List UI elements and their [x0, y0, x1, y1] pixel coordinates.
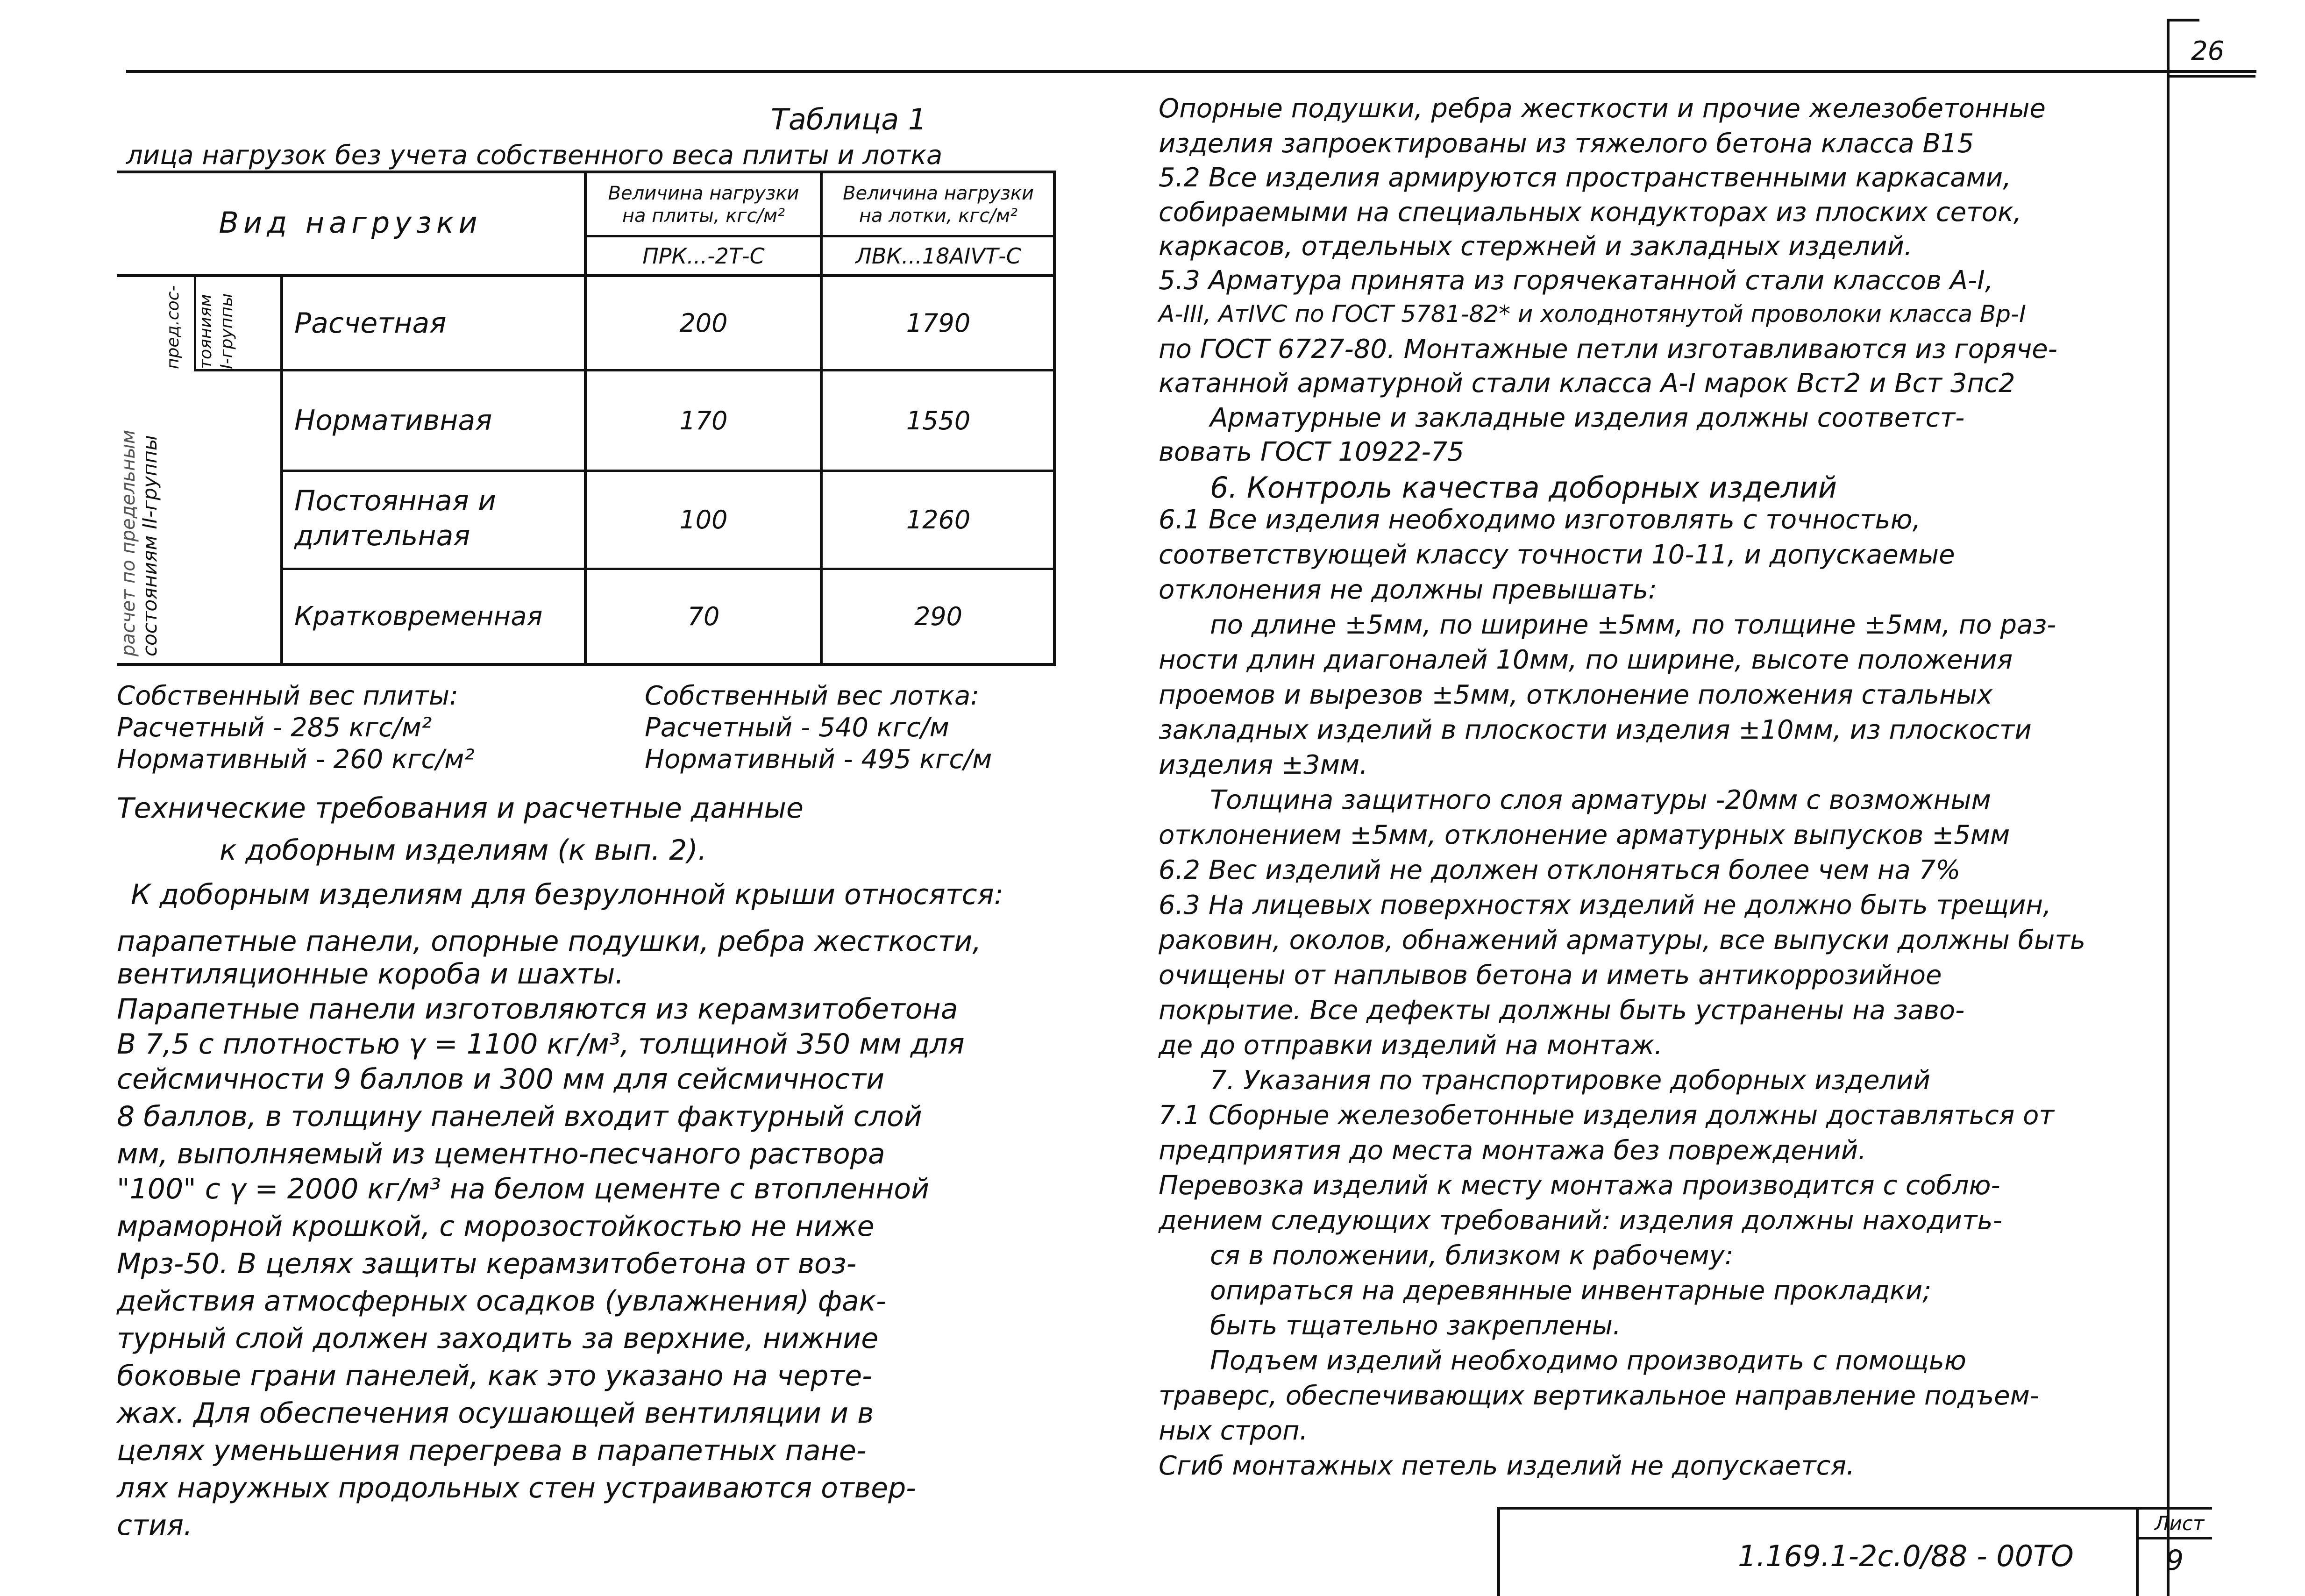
text-line: мраморной крошкой, с морозостойкостью не ниже [117, 1210, 875, 1243]
group1-label-a: пред.сос- [164, 285, 183, 369]
text-line: ных строп. [1159, 1416, 1308, 1446]
sheet-number: 26 [2191, 36, 2225, 66]
text-line: Арматурные и закладные изделия должны соответст- [1210, 403, 1965, 433]
text-line: "100" с γ = 2000 кг/м³ на белом цементе с втопленной [117, 1173, 930, 1205]
text-line: отклонения не должны превышать: [1159, 575, 1657, 605]
text-line: стия. [117, 1509, 193, 1542]
row-plate-value: 170 [679, 406, 728, 435]
text-line: 6. Контроль качества доборных изделий [1210, 470, 1837, 505]
text-line: закладных изделий в плоскости изделия ±10мм, из плоскости [1159, 715, 2032, 745]
sheet-box-bottom [2167, 75, 2255, 78]
text-line: ся в положении, близком к рабочему: [1210, 1240, 1734, 1271]
text-line: быть тщательно закреплены. [1210, 1311, 1621, 1341]
text-line: Мрз-50. В целях защиты керамзитобетона от воз- [117, 1247, 857, 1280]
stamp-top-line [1497, 1507, 2212, 1510]
text-line: соответствующей классу точности 10-11, и допускаемые [1159, 540, 1955, 570]
row-plate-value: 100 [679, 505, 728, 534]
text-line: турный слой должен заходить за верхние, нижние [117, 1322, 879, 1355]
text-line: изделия запроектированы из тяжелого бетона класса В15 [1159, 128, 1974, 159]
text-line: покрытие. Все дефекты должны быть устранены на заво- [1159, 995, 1965, 1026]
row-plate-value: 70 [687, 602, 720, 631]
text-line: Технические требования и расчетные данные [117, 792, 804, 825]
text-line: целях уменьшения перегрева в парапетных пане- [117, 1434, 867, 1467]
sheet-box-left [2167, 19, 2199, 21]
text-line: раковин, околов, обнажений арматуры, все выпуски должны быть [1159, 925, 2086, 955]
text-line: предприятия до места монтажа без повреждений. [1159, 1135, 1866, 1166]
row-tray-value: 1790 [906, 308, 971, 338]
text-line: 7. Указания по транспортировке доборных изделий [1210, 1065, 1930, 1096]
text-line: отклонением ±5мм, отклонение арматурных выпусков ±5мм [1159, 820, 2010, 850]
right-frame-line [2167, 19, 2170, 1596]
text-line: 7.1 Сборные железобетонные изделия должны доставляться от [1159, 1100, 2054, 1131]
row-plate-value: 200 [679, 308, 728, 338]
text-line: ности длин диагоналей 10мм, по ширине, высоте положения [1159, 645, 2013, 675]
text-line: вовать ГОСТ 10922-75 [1159, 437, 1465, 467]
col-header-plate: Величина нагрузки на плиты, кгс/м² [608, 183, 799, 227]
top-border-line [126, 70, 2256, 73]
text-line: мм, выполняемый из цементно-песчаного раствора [117, 1138, 885, 1170]
text-line: действия атмосферных осадков (увлажнения) фак- [117, 1285, 886, 1318]
text-line: 6.2 Вес изделий не должен отклоняться более чем на 7% [1159, 855, 1961, 885]
text-line: к доборным изделиям (к вып. 2). [220, 834, 707, 867]
group1-label-c: I-группы [217, 293, 236, 369]
row-name: Постоянная и длительная [294, 484, 496, 552]
text-line: проемов и вырезов ±5мм, отклонение положения стальных [1159, 680, 1992, 710]
stamp-divider-line [2136, 1507, 2139, 1596]
row-tray-value: 1260 [906, 505, 971, 534]
text-line: Подъем изделий необходимо производить с помощью [1210, 1346, 1966, 1376]
tray-weight-title: Собственный вес лотка: [645, 681, 980, 711]
plate-weight-norm: Нормативный - 260 кгс/м² [117, 744, 475, 775]
text-line: 5.3 Арматура принята из горячекатанной стали классов А-I, [1159, 265, 1993, 296]
text-line: траверс, обеспечивающих вертикальное направление подъем- [1159, 1381, 2040, 1411]
text-line: К доборным изделиям для безрулонной крыши относятся: [131, 878, 1003, 911]
table-caption: Таблица 1 [771, 102, 927, 136]
stamp-left-line [1497, 1507, 1500, 1596]
text-line: парапетные панели, опорные подушки, ребра жесткости, [117, 925, 982, 958]
text-line: 6.1 Все изделия необходимо изготовлять с точностью, [1159, 505, 1921, 535]
load-table [117, 171, 1056, 666]
tray-weight-calc: Расчетный - 540 кгс/м [645, 712, 949, 743]
stamp-sheet-value: 9 [2166, 1544, 2184, 1577]
text-line: каркасов, отдельных стержней и закладных изделий. [1159, 231, 1913, 262]
text-line: по ГОСТ 6727-80. Монтажные петли изготавливаются из горяче- [1159, 334, 2057, 364]
row-tray-value: 290 [914, 602, 963, 631]
group2-label: состояниям II-группы [138, 435, 161, 656]
text-line: 8 баллов, в толщину панелей входит фактурный слой [117, 1100, 922, 1133]
text-line: Опорные подушки, ребра жесткости и прочие железобетонные [1159, 93, 2046, 124]
text-line: собираемыми на специальных кондукторах из плоских сеток, [1159, 197, 2022, 228]
plate-weight-calc: Расчетный - 285 кгс/м² [117, 712, 432, 743]
text-line: дением следующих требований: изделия должны находить- [1159, 1205, 2002, 1236]
subheader-plate: ПРК...-2Т-С [642, 243, 765, 269]
stamp-sheet-line [2136, 1537, 2212, 1539]
text-line: А-III, АтIVС по ГОСТ 5781-82* и холоднотянутой проволоки класса Вр-I [1159, 300, 2026, 328]
text-line: сейсмичности 9 баллов и 300 мм для сейсмичности [117, 1063, 885, 1096]
group1-label-b: тояниям [196, 294, 215, 369]
text-line: 6.3 На лицевых поверхностях изделий не должно быть трещин, [1159, 890, 2051, 920]
text-line: В 7,5 с плотностью γ = 1100 кг/м³, толщиной 350 мм для [117, 1028, 965, 1061]
text-line: де до отправки изделий на монтаж. [1159, 1030, 1663, 1061]
row-tray-value: 1550 [906, 406, 971, 435]
text-line: Сгиб монтажных петель изделий не допускается. [1159, 1451, 1855, 1481]
stamp-sheet-label: Лист [2155, 1512, 2205, 1535]
text-line: вентиляционные короба и шахты. [117, 958, 624, 990]
text-line: 5.2 Все изделия армируются пространственными каркасами, [1159, 163, 2012, 193]
text-line: жах. Для обеспечения осушающей вентиляции и в [117, 1397, 874, 1430]
text-line: Перевозка изделий к месту монтажа производится с соблю- [1159, 1170, 2000, 1201]
col-header-type: Вид нагрузки [219, 205, 482, 240]
col-header-tray: Величина нагрузки на лотки, кгс/м² [843, 183, 1034, 227]
text-line: очищены от наплывов бетона и иметь антикоррозийное [1159, 960, 1942, 990]
plate-weight-title: Собственный вес плиты: [117, 681, 458, 711]
text-line: по длине ±5мм, по ширине ±5мм, по толщине ±5мм, по раз- [1210, 610, 2056, 640]
row-name: Кратковременная [294, 601, 543, 632]
tray-weight-norm: Нормативный - 495 кгс/м [645, 744, 992, 775]
subheader-tray: ЛВК...18АIVТ-С [855, 243, 1021, 269]
text-line: опираться на деревянные инвентарные прокладки; [1210, 1275, 1932, 1306]
text-line: лях наружных продольных стен устраиваются отвер- [117, 1472, 916, 1504]
text-line: Парапетные панели изготовляются из керамзитобетона [117, 993, 958, 1026]
stamp-doc-code: 1.169.1-2с.0/88 - 00ТО [1738, 1539, 2074, 1573]
text-line: боковые грани панелей, как это указано на черте- [117, 1360, 872, 1392]
side-label: расчет по предельным [118, 430, 139, 656]
text-line: Толщина защитного слоя арматуры -20мм с возможным [1210, 785, 1991, 815]
row-name: Нормативная [294, 404, 492, 437]
table-title: лица нагрузок без учета собственного веса плиты и лотка [126, 140, 943, 171]
row-name: Расчетная [294, 306, 447, 340]
text-line: катанной арматурной стали класса А-I марок Вст2 и Вст 3пс2 [1159, 368, 2015, 399]
text-line: изделия ±3мм. [1159, 750, 1368, 780]
